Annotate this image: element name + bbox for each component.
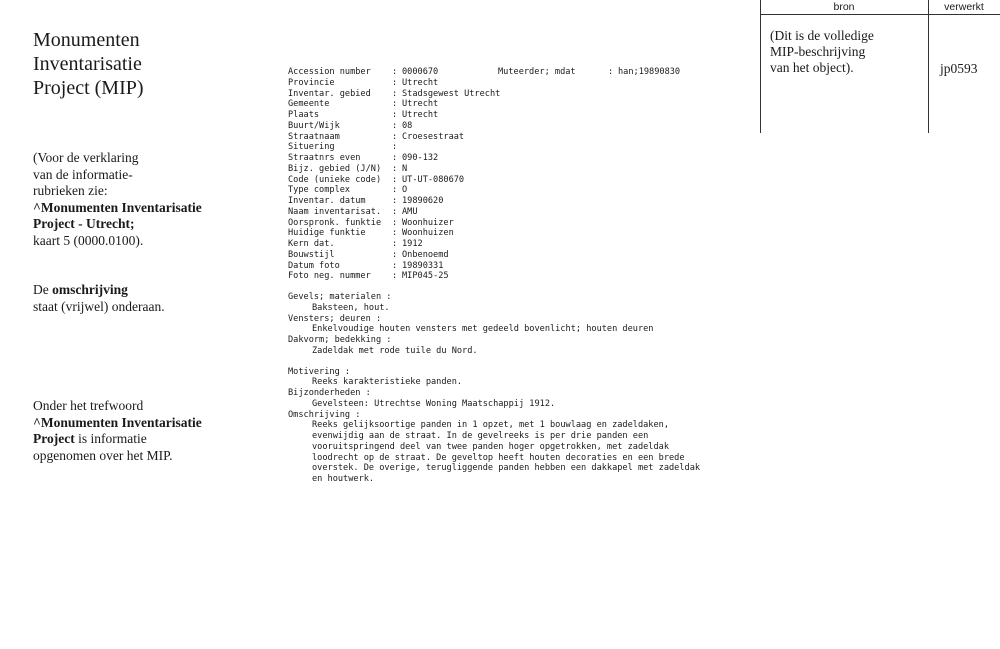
record-field-row: [288, 132, 758, 143]
record-field-row: [288, 250, 758, 261]
field-separator: :: [392, 77, 398, 88]
field-label: Oorspronk. funktie: [288, 217, 382, 228]
field-separator: :: [392, 120, 398, 131]
record-field-row: [288, 218, 758, 229]
field-value: MIP045-25: [402, 271, 449, 282]
gevels-label: Gevels; materialen :: [288, 292, 392, 302]
note-keyword: ^Monumenten Inventarisatie: [33, 414, 202, 430]
field-separator: :: [392, 67, 398, 77]
field-label: Inventar. gebied: [288, 88, 371, 99]
record-field-row: [288, 99, 758, 110]
field-value: Utrecht: [402, 110, 439, 120]
note-line: Onder het trefwoord: [33, 398, 144, 413]
field-separator: :: [392, 260, 398, 271]
field-label: Inventar. datum: [288, 196, 366, 206]
title-line: Monumenten: [33, 29, 140, 51]
field-separator: :: [392, 228, 398, 239]
note-keyword: Project: [33, 431, 75, 446]
vensters-text: Enkelvoudige houten vensters met gedeeld bovenlicht; houten deuren: [312, 324, 654, 335]
field-separator: :: [392, 206, 398, 217]
field-label: Kern dat.: [288, 239, 335, 249]
note-line: kaart 5 (0000.0100).: [33, 232, 144, 248]
record-field-row: [288, 89, 758, 100]
field-value: Stadsgewest Utrecht: [402, 88, 501, 99]
field-value: 0000670: [402, 67, 439, 77]
field-separator: :: [392, 217, 398, 228]
note-keyword: Project - Utrecht;: [33, 216, 135, 231]
field-separator: :: [392, 99, 398, 110]
field-label: Datum foto: [288, 260, 340, 271]
field-separator: :: [392, 110, 398, 120]
record-field-row: [288, 110, 758, 121]
field-value: 1912: [402, 239, 423, 249]
keyword-reference-note: [33, 398, 263, 464]
field-separator: :: [392, 249, 398, 260]
vensters-label: Vensters; deuren :: [288, 313, 382, 324]
source-box: [760, 0, 1000, 133]
field-separator: :: [392, 174, 398, 185]
record-field-row: [288, 261, 758, 272]
field-separator: :: [392, 131, 398, 142]
field-label: Bijz. gebied (J/N): [288, 163, 382, 174]
record-field-row: [288, 239, 758, 250]
materials-section: [288, 292, 758, 357]
field-separator: :: [608, 67, 614, 77]
note-line: van de informatie-: [33, 166, 133, 182]
bron-header: bron: [833, 1, 855, 13]
field-separator: :: [392, 271, 398, 282]
title-line: Project (MIP): [33, 77, 144, 99]
field-label: Huidige funktie: [288, 228, 366, 239]
verwerkt-code: jp0593: [940, 61, 978, 76]
field-label: Naam inventarisat.: [288, 206, 382, 217]
box-divider: [928, 0, 929, 133]
record-field-row: [288, 228, 758, 239]
omschrijving-line: en houtwerk.: [312, 474, 375, 484]
field-label: Foto neg. nummer: [288, 271, 371, 282]
title-line: Inventarisatie: [33, 53, 142, 75]
field-value: AMU: [402, 206, 418, 217]
omschrijving-line: Reeks gelijksoortige panden in 1 opzet, met 1 bouwlaag en zadeldaken,: [312, 420, 669, 431]
note-line: staat (vrijwel) onderaan.: [33, 298, 165, 314]
record-fields: [288, 67, 758, 282]
note-line: rubrieken zie:: [33, 183, 108, 198]
field-value: N: [402, 163, 408, 174]
record-field-row: [288, 121, 758, 132]
verwerkt-header: verwerkt: [944, 1, 984, 13]
info-reference-note: [33, 150, 263, 249]
field-value: Onbenoemd: [402, 249, 449, 260]
field-value: O: [402, 185, 408, 196]
field-value: Utrecht: [402, 77, 439, 88]
field-separator: :: [392, 142, 398, 153]
record-field-row: [288, 196, 758, 207]
motivering-label: Motivering :: [288, 366, 351, 377]
record-field-row: [288, 142, 758, 153]
field-separator: :: [392, 153, 398, 163]
field-separator: :: [392, 185, 398, 196]
source-box-header: [760, 0, 1000, 15]
field-label: Plaats: [288, 110, 320, 120]
omschrijving-label: Omschrijving :: [288, 409, 361, 420]
field-label: Bouwstijl: [288, 249, 335, 260]
field-value: Woonhuizer: [402, 217, 454, 228]
omschrijving-line: vooruitspringend deel van twee panden hoger opgetrokken, met zadeldak: [312, 441, 669, 452]
note-keyword: omschrijving: [52, 282, 128, 297]
note-line: (Voor de verklaring: [33, 150, 139, 165]
record-field-row: [288, 175, 758, 186]
motivation-section: [288, 367, 758, 485]
field-separator: :: [392, 88, 398, 99]
muteerder-value: han;19890830: [618, 67, 681, 77]
bron-text: [770, 28, 920, 76]
field-value: 19890620: [402, 196, 444, 206]
note-keyword: ^Monumenten Inventarisatie: [33, 199, 202, 215]
field-label: Buurt/Wijk: [288, 120, 340, 131]
omschrijving-line: loodrecht op de straat. De geveltop heeft houten decoraties en een brede: [312, 452, 685, 463]
field-separator: :: [392, 239, 398, 249]
field-label: Straatnaam: [288, 131, 340, 142]
field-value: UT-UT-080670: [402, 174, 465, 185]
mip-record: [288, 67, 758, 485]
note-line: opgenomen over het MIP.: [33, 447, 173, 463]
field-label: Accession number: [288, 67, 371, 77]
bijzonderheden-text: Gevelsteen: Utrechtse Woning Maatschappij 1912.: [312, 398, 556, 409]
field-label: Type complex: [288, 185, 351, 196]
dakvorm-text: Zadeldak met rode tuile du Nord.: [312, 345, 478, 356]
note-text: is informatie: [74, 431, 147, 446]
page-title: [33, 28, 263, 100]
record-field-row: [288, 153, 758, 164]
field-value: 19890331: [402, 260, 444, 271]
left-info-column: [33, 28, 263, 463]
motivering-text: Reeks karakteristieke panden.: [312, 377, 463, 388]
record-field-row: [288, 185, 758, 196]
description-location-note: [33, 282, 263, 315]
bijzonderheden-label: Bijzonderheden :: [288, 388, 371, 398]
field-value: Woonhuizen: [402, 228, 454, 239]
field-value: Croesestraat: [402, 131, 465, 142]
bron-line: van het object).: [770, 60, 854, 75]
record-field-row: [288, 78, 758, 89]
record-field-row: [288, 271, 758, 282]
record-field-row: [288, 164, 758, 175]
field-value: [402, 142, 498, 153]
bron-line: (Dit is de volledige: [770, 28, 874, 43]
field-label: Straatnrs even: [288, 153, 361, 163]
record-field-row: [288, 207, 758, 218]
bron-line: MIP-beschrijving: [770, 44, 866, 59]
field-value: 08: [402, 120, 413, 131]
field-separator: :: [392, 163, 398, 174]
dakvorm-label: Dakvorm; bedekking :: [288, 335, 392, 345]
record-field-row: [288, 67, 758, 78]
field-label: Gemeente: [288, 99, 330, 110]
field-value: Utrecht: [402, 99, 439, 110]
field-label: Situering: [288, 142, 335, 153]
omschrijving-line: overstek. De overige, terugliggende panden hebben een dakkapel met zadeldak: [312, 463, 701, 474]
field-label: Code (unieke code): [288, 174, 382, 185]
field-label: Provincie: [288, 77, 335, 88]
gevels-text: Baksteen, hout.: [312, 302, 390, 313]
box-divider: [760, 0, 761, 133]
muteerder-label: Muteerder; mdat: [498, 67, 576, 77]
omschrijving-line: evenwijdig aan de straat. In de gevelreeks is per drie panden een: [312, 431, 649, 441]
note-text: De: [33, 282, 53, 297]
field-separator: :: [392, 196, 398, 206]
field-value: 090-132: [402, 153, 439, 163]
